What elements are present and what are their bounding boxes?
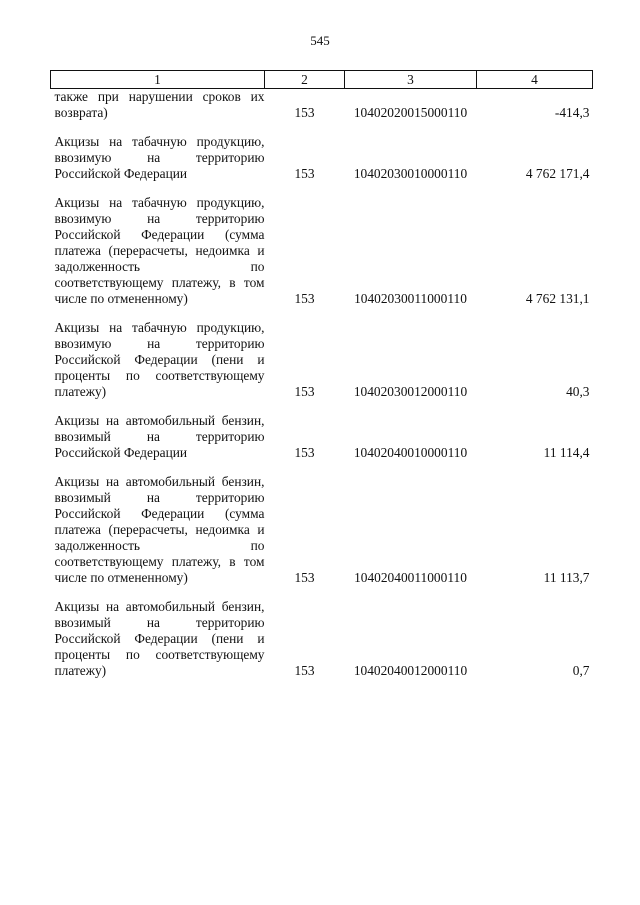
row-admin-code: 153 (294, 105, 315, 120)
table-row (51, 586, 593, 679)
table-row (51, 89, 593, 122)
row-name-text: также при нарушении сроков их возврата) (54, 89, 265, 120)
header-col-2: 2 (265, 71, 345, 89)
row-name-text: Акцизы на автомобильный бензин, ввозимый на территорию Российской Федерации (54, 413, 265, 460)
row-budget-code: 10402030012000110 (353, 384, 468, 399)
row-name (51, 461, 265, 586)
row-name (51, 121, 265, 182)
row-amount: 4 762 131,1 (525, 291, 590, 306)
table-row (51, 461, 593, 586)
header-col-4: 4 (477, 71, 593, 89)
table-row (51, 307, 593, 400)
row-name-text: Акцизы на табачную продукцию, ввозимую на территорию Российской Федерации (сумма платежа (перерасчеты, недоимка и задолженность по соответствующему платежу, в том числе по отмененному) (54, 195, 265, 306)
row-name (51, 586, 265, 679)
row-amount: 40,3 (566, 384, 590, 399)
row-admin-code: 153 (294, 445, 315, 460)
row-admin-code: 153 (294, 663, 315, 678)
row-name (51, 400, 265, 461)
row-budget-code: 10402040012000110 (353, 663, 468, 678)
row-name-text: Акцизы на табачную продукцию, ввозимую на территорию Российской Федерации (пени и проценты по соответствующему платежу) (54, 320, 265, 399)
table-row (51, 182, 593, 307)
row-amount: 4 762 171,4 (525, 166, 590, 181)
header-col-3: 3 (345, 71, 477, 89)
header-row (51, 71, 593, 89)
header-col-1: 1 (51, 71, 265, 89)
table-body (51, 89, 593, 680)
row-budget-code: 10402030010000110 (353, 166, 468, 181)
row-admin-code: 153 (294, 570, 315, 585)
page-number: 545 (310, 33, 330, 48)
row-name-text: Акцизы на табачную продукцию, ввозимую на территорию Российской Федерации (54, 134, 265, 181)
row-name-text: Акцизы на автомобильный бензин, ввозимый на территорию Российской Федерации (пени и проценты по соответствующему платежу) (54, 599, 265, 678)
row-amount: -414,3 (554, 105, 590, 120)
row-amount: 0,7 (572, 663, 590, 678)
row-budget-code: 10402030011000110 (354, 291, 467, 306)
row-admin-code: 153 (294, 384, 315, 399)
row-budget-code: 10402040010000110 (353, 445, 468, 460)
row-amount: 11 114,4 (543, 445, 590, 460)
table-row (51, 121, 593, 182)
row-name-text: Акцизы на автомобильный бензин, ввозимый на территорию Российской Федерации (сумма платежа (перерасчеты, недоимка и задолженность по соответствующему платежу, в том числе по отмененному) (54, 474, 265, 585)
row-name (51, 89, 265, 122)
table-row (51, 400, 593, 461)
budget-revenue-table (50, 70, 593, 679)
row-name (51, 307, 265, 400)
row-amount: 11 113,7 (543, 570, 590, 585)
table-header (51, 71, 593, 89)
row-admin-code: 153 (294, 166, 315, 181)
row-admin-code: 153 (294, 291, 315, 306)
row-budget-code: 10402020015000110 (353, 105, 468, 120)
row-budget-code: 10402040011000110 (354, 570, 467, 585)
row-name (51, 182, 265, 307)
